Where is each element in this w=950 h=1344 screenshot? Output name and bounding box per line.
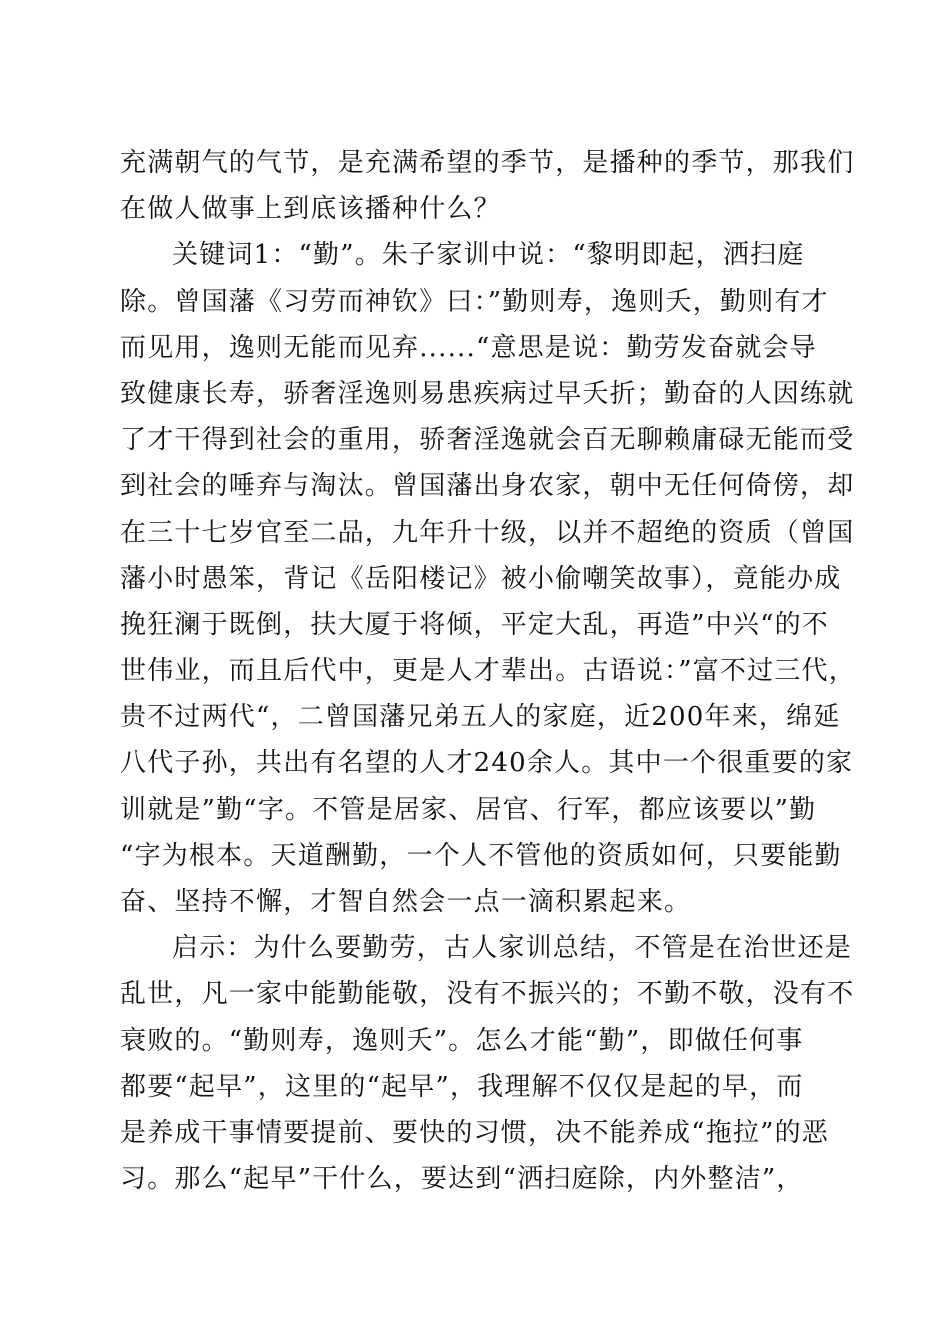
text-line: 挽狂澜于既倒，扶大厦于将倾，平定大乱，再造”中兴“的不 [120, 609, 829, 640]
text-line: 都要“起早”，这里的“起早”，我理解不仅仅是起的早，而 [120, 1071, 804, 1102]
text-line: “字为根本。天道酬勤，一个人不管他的资质如何，只要能勤 [120, 840, 842, 871]
text-line: 在三十七岁官至二品，九年升十级，以并不超绝的资质（曾国 [120, 517, 855, 548]
text-line: 衰败的。“勤则寿，逸则夭”。怎么才能“勤”，即做任何事 [120, 1025, 804, 1056]
text-line: 训就是”勤“字。不管是居家、居官、行军，都应该要以”勤 [120, 794, 817, 825]
text-line: 而见用，逸则无能而见弃......“意思是说：勤劳发奋就会导 [120, 332, 817, 363]
text-line: 充满朝气的气节，是充满希望的季节，是播种的季节，那我们 [120, 148, 855, 178]
paragraph-start-line: 关键词1：“勤”。朱子家训中说：“黎明即起，洒扫庭 [172, 240, 805, 271]
text-line: 是养成干事情要提前、要快的习惯，决不能养成“拖拉”的恶 [120, 1117, 829, 1148]
text-line: 贵不过两代“，二曾国藩兄弟五人的家庭，近200年来，绵延 [120, 702, 841, 733]
text-line: 在做人做事上到底该播种什么？ [120, 194, 501, 225]
paragraph-start-line: 启示：为什么要勤劳，古人家训总结，不管是在治世还是 [172, 933, 853, 964]
text-line: 了才干得到社会的重用，骄奢淫逸就会百无聊赖庸碌无能而受 [120, 425, 855, 456]
text-line: 八代子孙，共出有名望的人才240余人。其中一个很重要的家 [120, 748, 854, 779]
text-line: 致健康长寿，骄奢淫逸则易患疾病过早夭折；勤奋的人因练就 [120, 378, 855, 409]
text-line: 奋、坚持不懈，才智自然会一点一滴积累起来。 [120, 887, 692, 917]
text-line: 世伟业，而且后代中，更是人才辈出。古语说：”富不过三代， [120, 656, 856, 687]
text-line: 除。曾国藩《习劳而神钦》曰：”勤则寿，逸则夭，勤则有才 [120, 286, 829, 317]
body-text [120, 140, 856, 1202]
text-line: 习。那么“起早”干什么，要达到“洒扫庭除，内外整洁”， [120, 1164, 804, 1195]
text-line: 乱世，凡一家中能勤能敬，没有不振兴的；不勤不敬，没有不 [120, 979, 855, 1010]
text-line: 藩小时愚笨，背记《岳阳楼记》被小偷嘲笑故事），竟能办成 [120, 563, 842, 594]
text-line: 到社会的唾弃与淘汰。曾国藩出身农家，朝中无任何倚傍，却 [120, 471, 855, 502]
